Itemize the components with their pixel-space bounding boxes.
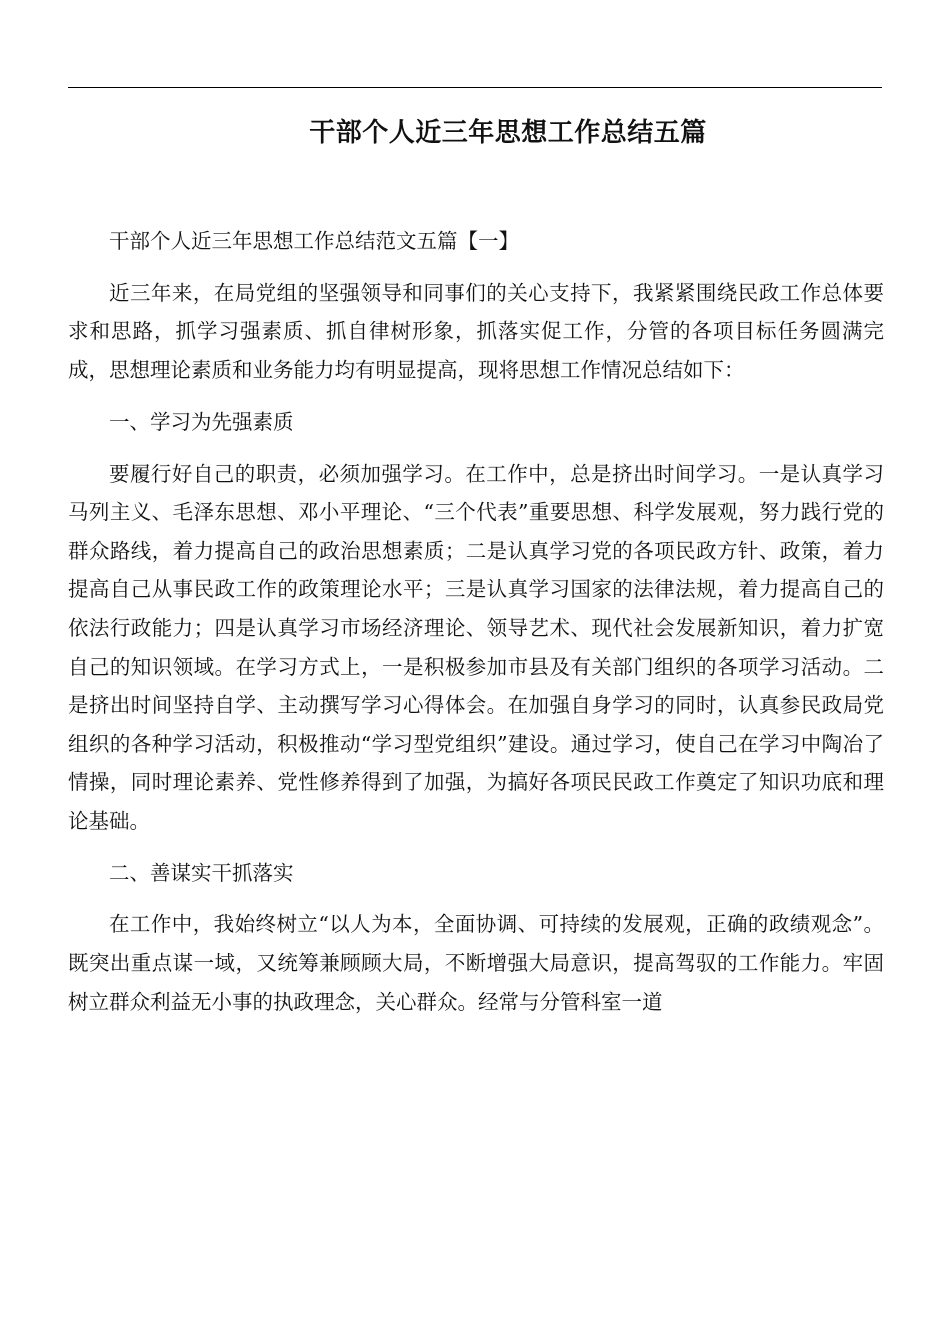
- document-body: [68, 222, 884, 1034]
- section-heading-1: 干部个人近三年思想工作总结范文五篇【一】: [109, 229, 519, 253]
- document-title: 干部个人近三年思想工作总结五篇: [309, 118, 707, 149]
- study-paragraph: 要履行好自己的职责，必须加强学习。在工作中，总是挤出时间学习。一是认真学习马列主义、毛泽东思想、邓小平理论、“三个代表”重要思想、科学发展观，努力践行党的群众路线，着力提高自己的政治思想素质；二是认真学习党的各项民政方针、政策，着力提高自己从事民政工作的政策理论水平；三是认真学习国家的法律法规，着力提高自己的依法行政能力；四是认真学习市场经济理论、领导艺术、现代社会发展新知识，着力扩宽自己的知识领域。在学习方式上，一是积极参加市县及有关部门组织的各项学习活动。二是挤出时间坚持自学、主动撰写学习心得体会。在加强自身学习的同时，认真参民政局党组织的各种学习活动，积极推动“学习型党组织”建设。通过学习，使自己在学习中陶冶了情操，同时理论素养、党性修养得到了加强，为搞好各项民民政工作奠定了知识功底和理论基础。: [68, 461, 884, 833]
- subheading-study: 一、学习为先强素质: [109, 409, 294, 434]
- header-rule: [68, 87, 882, 88]
- intro-paragraph: 近三年来，在局党组的坚强领导和同事们的关心支持下，我紧紧围绕民政工作总体要求和思路，抓学习强素质、抓自律树形象，抓落实促工作，分管的各项目标任务圆满完成，思想理论素质和业务能力均有明显提高，现将思想工作情况总结如下：: [68, 280, 884, 382]
- subheading-implementation: 二、善谋实干抓落实: [109, 860, 294, 885]
- implementation-paragraph: 在工作中，我始终树立“以人为本，全面协调、可持续的发展观，正确的政绩观念”。既突出重点谋一域，又统筹兼顾顾大局，不断增强大局意识，提高驾驭的工作能力。牢固树立群众利益无小事的执政理念，关心群众。经常与分管科室一道: [68, 912, 884, 1014]
